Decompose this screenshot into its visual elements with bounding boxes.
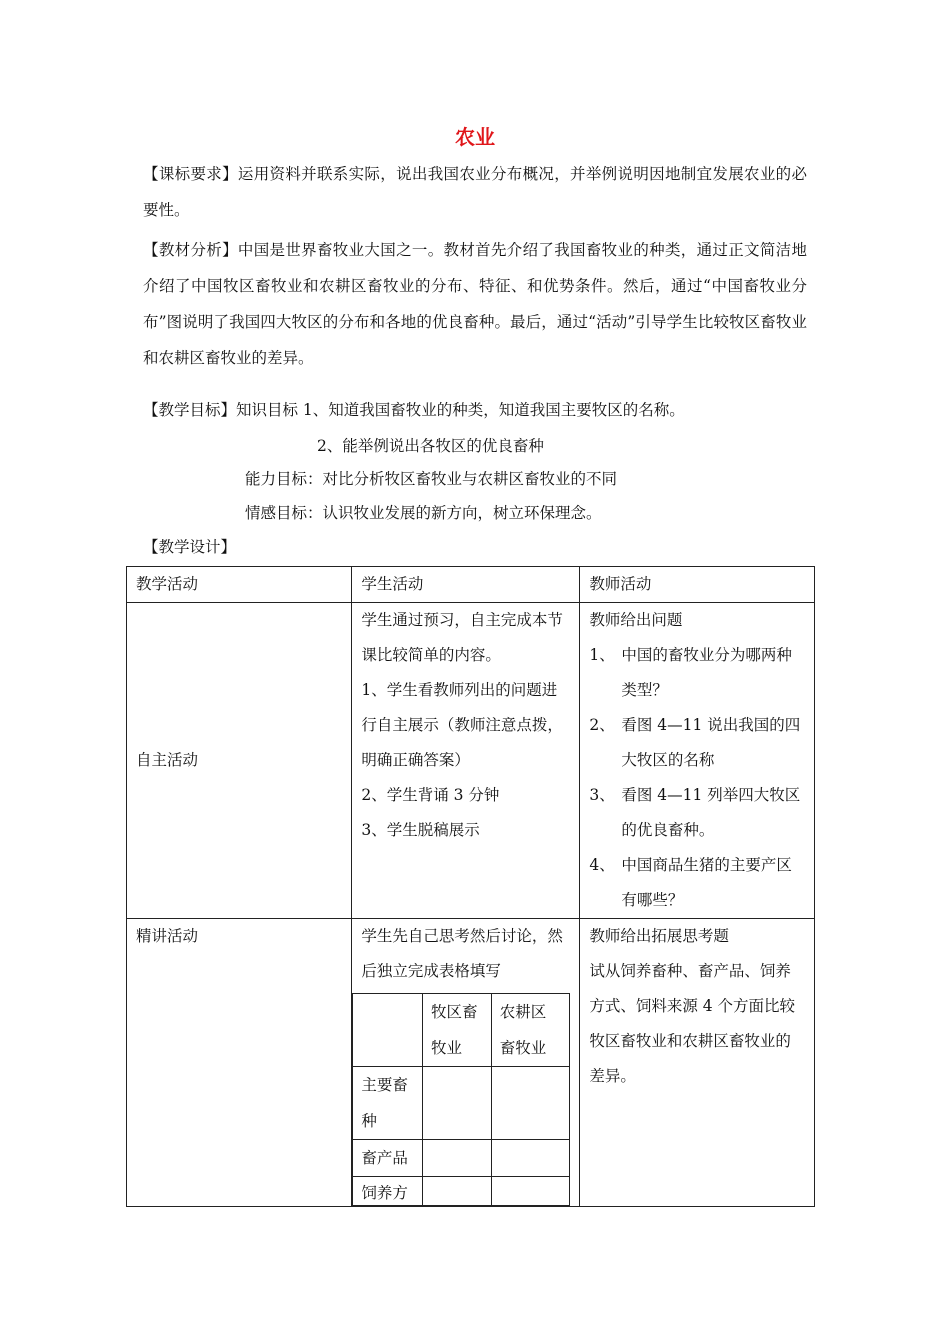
comparison-row	[353, 1140, 570, 1177]
student-activity-lecture: 学生先自己思考然后讨论，然后独立完成表格填写 牧区畜牧业 农耕区畜牧业 主要畜种 畜产品 饲养方	[352, 919, 580, 1207]
teaching-goals-knowledge-1: 【教学目标】知识目标 1、知道我国畜牧业的种类，知道我国主要牧区的名称。	[143, 401, 685, 419]
comparison-row-label: 饲养方	[353, 1177, 423, 1206]
teaching-goals-knowledge-2: 2、能举例说出各牧区的优良畜种	[317, 437, 544, 455]
comparison-table	[352, 993, 570, 1206]
teacher-activity-lecture: 教师给出拓展思考题 试从饲养畜种、畜产品、饲养方式、饲料来源 4 个方面比较牧区畜牧业和农耕区畜牧业的差异。	[580, 919, 815, 1207]
comparison-row-label: 畜产品	[353, 1140, 423, 1177]
teaching-design-table	[126, 566, 815, 1207]
comparison-cell[interactable]	[491, 1177, 570, 1206]
comparison-cell[interactable]	[423, 1177, 492, 1206]
design-heading: 【教学设计】	[143, 538, 237, 556]
header-teaching-activity: 教学活动	[127, 567, 352, 603]
comparison-row	[353, 1067, 570, 1140]
comparison-col-farming: 农耕区畜牧业	[491, 994, 570, 1067]
table-row-lecture	[127, 919, 815, 1207]
comparison-row	[353, 1177, 570, 1206]
teacher-activity-self-study: 教师给出问题 1、 中国的畜牧业分为哪两种类型？ 2、 看图 4—11 说出我国的四大牧区的名称 3、 看图 4—11 列举四大牧区的优良畜种。 4、 中国商品生猪的主要产区有哪些？	[580, 603, 815, 919]
activity-lecture: 精讲活动	[127, 919, 352, 1207]
teaching-goals-ability: 能力目标：对比分析牧区畜牧业与农耕区畜牧业的不同	[245, 470, 618, 488]
teaching-goals-emotion: 情感目标：认识牧业发展的新方向，树立环保理念。	[245, 504, 602, 522]
comparison-row-label: 主要畜种	[353, 1067, 423, 1140]
table-header-row	[127, 567, 815, 603]
activity-self-study: 自主活动	[127, 603, 352, 919]
comparison-cell[interactable]	[423, 1140, 492, 1177]
list-item: 1、 中国的畜牧业分为哪两种类型？	[589, 646, 792, 699]
comparison-corner-cell	[353, 994, 423, 1067]
curriculum-standard: 【课标要求】运用资料并联系实际，说出我国农业分布概况，并举例说明因地制宜发展农业的必要性。	[143, 165, 807, 219]
textbook-analysis: 【教材分析】中国是世界畜牧业大国之一。教材首先介绍了我国畜牧业的种类，通过正文简洁地介绍了中国牧区畜牧业和农耕区畜牧业的分布、特征、和优势条件。然后，通过“中国畜牧业分布”图说明了我国四大牧区的分布和各地的优良畜种。最后，通过“活动”引导学生比较牧区畜牧业和农耕区畜牧业的差异。	[143, 241, 807, 367]
header-student-activity: 学生活动	[352, 567, 580, 603]
comparison-col-pastoral: 牧区畜牧业	[423, 994, 492, 1067]
list-item: 3、 看图 4—11 列举四大牧区的优良畜种。	[589, 786, 801, 839]
comparison-cell[interactable]	[491, 1067, 570, 1140]
comparison-cell[interactable]	[491, 1140, 570, 1177]
comparison-header-row	[353, 994, 570, 1067]
student-activity-self-study: 学生通过预习，自主完成本节课比较简单的内容。 1、学生看教师列出的问题进行自主展示（教师注意点拨，明确正确答案） 2、学生背诵 3 分钟 3、学生脱稿展示	[352, 603, 580, 919]
list-item: 2、 看图 4—11 说出我国的四大牧区的名称	[589, 716, 801, 769]
table-row-self-study	[127, 603, 815, 919]
comparison-cell[interactable]	[423, 1067, 492, 1140]
list-item: 4、 中国商品生猪的主要产区有哪些？	[589, 856, 792, 909]
header-teacher-activity: 教师活动	[580, 567, 815, 603]
page-title: 农业	[455, 125, 495, 149]
